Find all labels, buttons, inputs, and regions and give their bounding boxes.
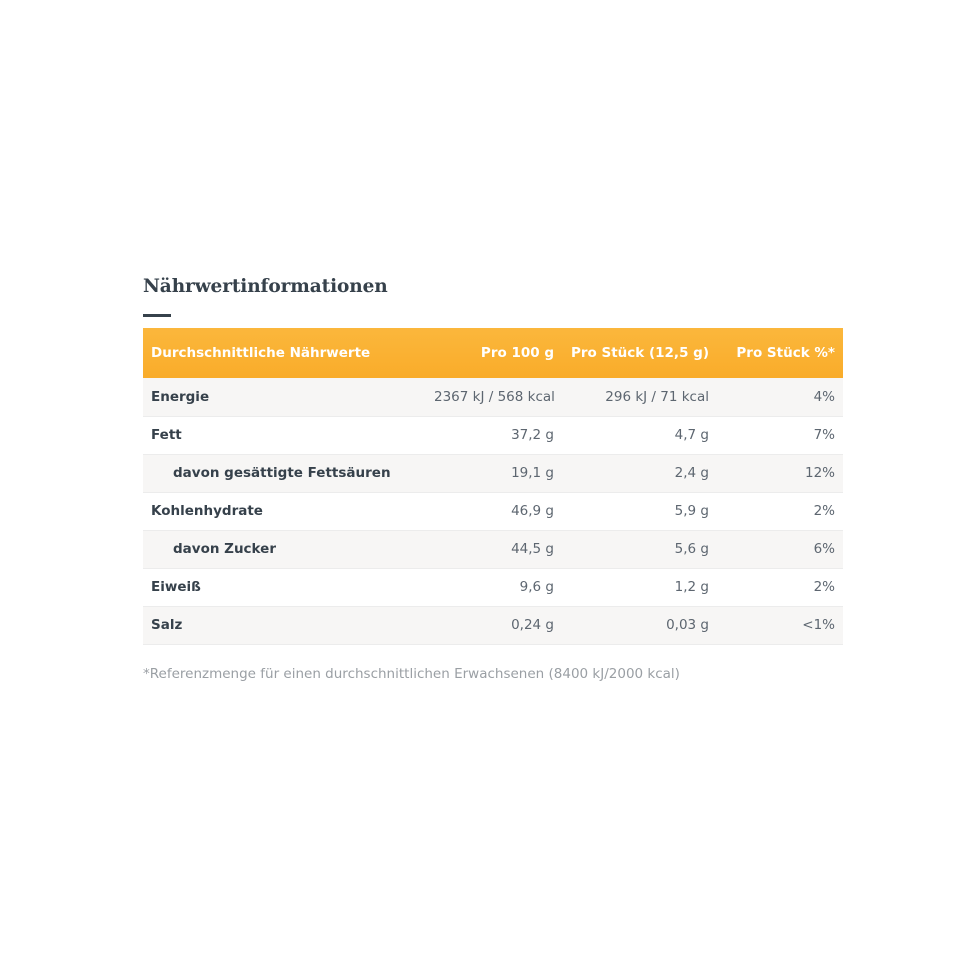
nutrition-table	[143, 328, 843, 645]
row-per-piece: 296 kJ / 71 kcal	[605, 388, 709, 405]
row-per-piece: 5,9 g	[674, 503, 709, 519]
row-per-piece: 0,03 g	[666, 617, 709, 633]
row-per-piece: 1,2 g	[674, 579, 709, 595]
row-per-100g: 9,6 g	[519, 579, 554, 595]
row-per-100g: 46,9 g	[511, 503, 554, 519]
table-row	[143, 454, 843, 492]
row-percent: <1%	[802, 617, 835, 633]
row-label: Energie	[151, 388, 210, 405]
section-title: Nährwertinformationen	[143, 276, 388, 297]
title-underline	[143, 314, 171, 317]
table-row	[143, 492, 843, 530]
nutrition-section	[143, 272, 843, 683]
header-per-100g: Pro 100 g	[480, 345, 554, 361]
row-label: Fett	[151, 427, 182, 443]
table-header	[143, 328, 843, 378]
header-per-piece: Pro Stück (12,5 g)	[570, 345, 709, 361]
row-per-100g: 2367 kJ / 568 kcal	[434, 388, 555, 405]
row-percent: 6%	[813, 541, 835, 557]
table-row	[143, 530, 843, 568]
row-per-100g: 0,24 g	[511, 617, 554, 633]
row-percent: 2%	[813, 579, 835, 595]
row-per-piece: 2,4 g	[674, 465, 709, 481]
table-row	[143, 568, 843, 606]
row-percent: 12%	[804, 465, 835, 481]
row-label: davon Zucker	[173, 541, 276, 557]
table-row	[143, 378, 843, 416]
row-percent: 2%	[813, 503, 835, 519]
header-row	[143, 328, 843, 378]
row-per-100g: 37,2 g	[511, 427, 554, 443]
row-label: Kohlenhydrate	[151, 503, 263, 519]
row-per-100g: 19,1 g	[511, 465, 554, 481]
row-label: Salz	[151, 617, 183, 633]
header-per-piece-percent: Pro Stück %*	[736, 345, 835, 361]
table-body	[143, 378, 843, 644]
row-percent: 7%	[813, 427, 835, 443]
table-row	[143, 606, 843, 644]
reference-footnote: *Referenzmenge für einen durchschnittlichen Erwachsenen (8400 kJ/2000 kcal)	[143, 665, 680, 682]
table-row	[143, 416, 843, 454]
header-nutrient: Durchschnittliche Nährwerte	[151, 345, 371, 361]
row-percent: 4%	[813, 388, 835, 405]
row-label: Eiweiß	[151, 579, 201, 595]
row-per-100g: 44,5 g	[511, 541, 554, 557]
row-per-piece: 4,7 g	[674, 427, 709, 443]
row-label: davon gesättigte Fettsäuren	[173, 465, 391, 481]
row-per-piece: 5,6 g	[674, 541, 709, 557]
